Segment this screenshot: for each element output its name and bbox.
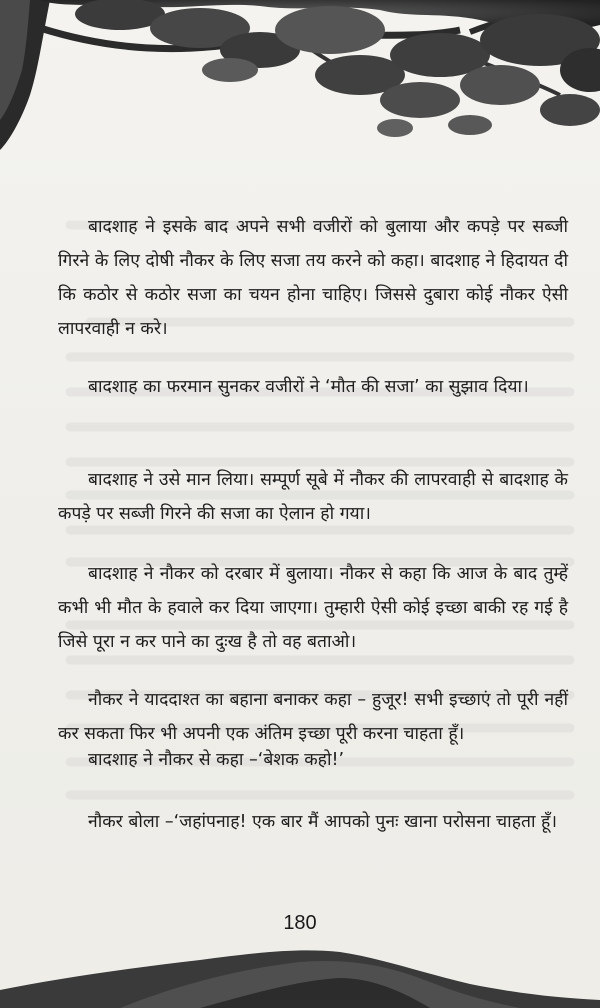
paragraph-4 — [58, 557, 568, 659]
paragraph-text: नौकर ने याददाश्त का बहाना बनाकर कहा – हुजूर! सभी इच्छाएं तो पूरी नहीं कर सकता फिर भी अपनी एक अंतिम इच्छा पूरी करना चाहता हूँ। — [58, 690, 568, 744]
paragraph-7 — [58, 805, 568, 839]
paragraph-text: बादशाह ने इसके बाद अपने सभी वजीरों को बुलाया और कपड़े पर सब्जी गिरने के लिए दोषी नौकर के लिए सजा तय करने को कहा। बादशाह ने हिदायत दी कि कठोर से कठोर सजा का चयन होना चाहिए। जिससे दुबारा कोई नौकर ऐसी लापरवाही न करे। — [58, 217, 568, 339]
paragraph-2 — [58, 370, 568, 404]
paragraph-text: बादशाह ने नौकर को दरबार में बुलाया। नौकर से कहा कि आज के बाद तुम्हें कभी भी मौत के हवाले कर दिया जाएगा। तुम्हारी ऐसी कोई इच्छा बाकी रह गई है जिसे पूरा न कर पाने का दुःख है तो वह बताओ। — [58, 564, 568, 652]
paragraph-5 — [58, 683, 568, 751]
hill-illustration — [0, 938, 600, 1008]
paragraph-6 — [58, 743, 568, 777]
page-number: 180 — [283, 912, 317, 934]
paragraph-1 — [58, 210, 568, 346]
paragraph-3 — [58, 463, 568, 531]
paragraph-text: बादशाह ने उसे मान लिया। सम्पूर्ण सूबे में नौकर की लापरवाही से बादशाह के कपड़े पर सब्जी गिरने की सजा का ऐलान हो गया। — [58, 470, 568, 524]
paragraph-text: बादशाह ने नौकर से कहा –‘बेशक कहो!’ — [88, 750, 345, 770]
paragraph-text: नौकर बोला –‘जहांपनाह! एक बार मैं आपको पुनः खाना परोसना चाहता हूँ। — [88, 812, 557, 832]
paragraph-text: बादशाह का फरमान सुनकर वजीरों ने ‘मौत की सजा’ का सुझाव दिया। — [88, 377, 529, 397]
